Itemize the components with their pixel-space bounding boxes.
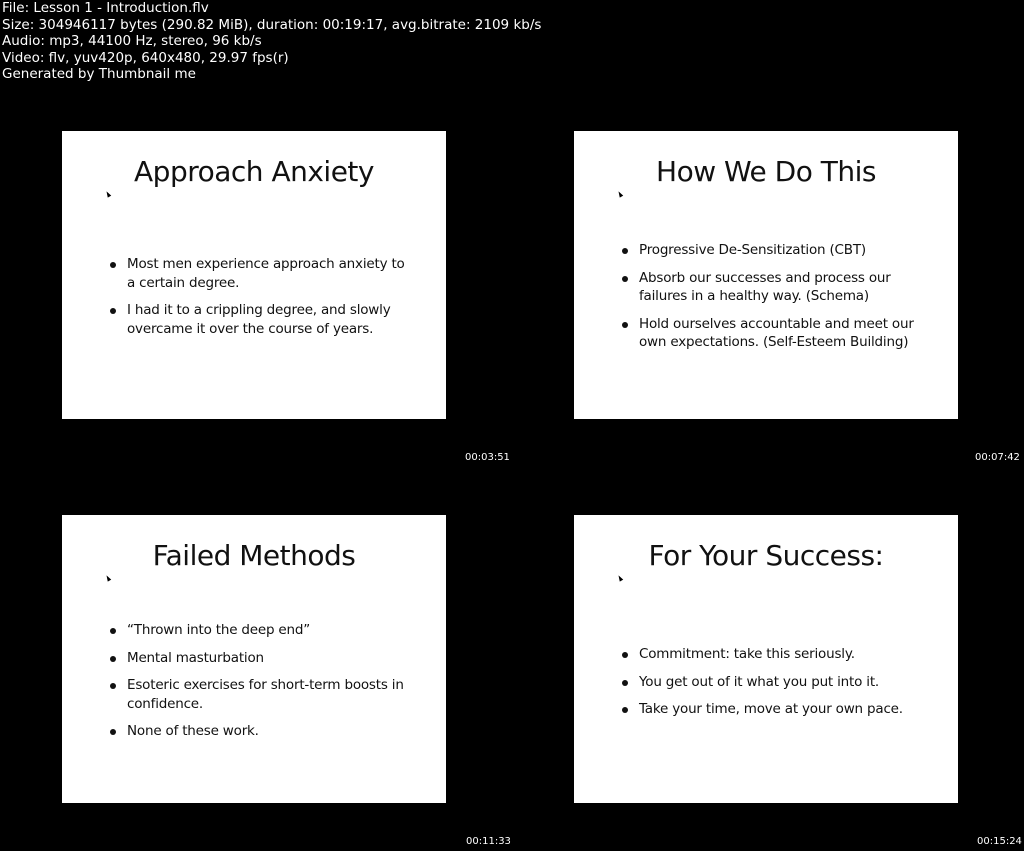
timestamp-3: 00:11:33 <box>466 836 511 847</box>
mouse-cursor-icon <box>617 574 623 581</box>
list-item <box>574 269 958 306</box>
thumbnail-slide-2 <box>574 131 958 419</box>
list-item <box>574 673 958 692</box>
bullet-icon <box>622 652 628 658</box>
timestamp-2: 00:07:42 <box>975 452 1020 463</box>
file-size-line: Size: 304946117 bytes (290.82 MiB), duration: 00:19:17, avg.bitrate: 2109 kb/s <box>2 16 542 33</box>
list-item <box>574 315 958 352</box>
bullet-icon <box>622 276 628 282</box>
list-item <box>574 645 958 664</box>
slide-title: Approach Anxiety <box>134 155 374 188</box>
bullet-text: “Thrown into the deep end” <box>127 622 311 638</box>
slide-title: How We Do This <box>656 155 876 188</box>
list-item <box>62 722 446 741</box>
bullet-icon <box>110 683 116 689</box>
bullet-icon <box>622 322 628 328</box>
slide-title: For Your Success: <box>648 539 884 572</box>
bullet-text: Progressive De-Sensitization (CBT) <box>639 242 866 258</box>
audio-info-line: Audio: mp3, 44100 Hz, stereo, 96 kb/s <box>2 33 262 49</box>
bullet-icon <box>622 707 628 713</box>
mouse-cursor-icon <box>617 190 623 197</box>
list-item <box>574 700 958 719</box>
bullet-icon <box>110 262 116 268</box>
timestamp-1: 00:03:51 <box>465 452 510 463</box>
video-info-line: Video: flv, yuv420p, 640x480, 29.97 fps(r) <box>2 49 289 66</box>
list-item <box>62 255 446 292</box>
bullet-text: Most men experience approach anxiety to a certain degree. <box>127 256 405 291</box>
mouse-cursor-icon <box>105 574 111 581</box>
bullet-list <box>62 255 446 347</box>
bullet-icon <box>110 308 116 314</box>
bullet-text: Take your time, move at your own pace. <box>639 701 903 717</box>
bullet-text: Esoteric exercises for short-term boosts in confidence. <box>127 677 404 712</box>
bullet-text: Commitment: take this seriously. <box>639 646 855 662</box>
bullet-text: Absorb our successes and process our failures in a healthy way. (Schema) <box>639 269 891 304</box>
thumbnail-slide-4 <box>574 515 958 803</box>
list-item <box>62 621 446 640</box>
file-info-header <box>2 0 541 83</box>
slide-title: Failed Methods <box>152 539 356 572</box>
bullet-text: You get out of it what you put into it. <box>639 673 880 690</box>
bullet-icon <box>110 729 116 735</box>
bullet-icon <box>622 680 628 686</box>
bullet-icon <box>110 628 116 634</box>
bullet-list <box>574 645 958 728</box>
generator-line: Generated by Thumbnail me <box>2 66 196 82</box>
bullet-icon <box>110 656 116 662</box>
list-item <box>62 301 446 338</box>
bullet-text: I had it to a crippling degree, and slowly overcame it over the course of years. <box>127 302 391 337</box>
mouse-cursor-icon <box>105 190 111 197</box>
bullet-text: Mental masturbation <box>127 649 264 666</box>
bullet-text: Hold ourselves accountable and meet our own expectations. (Self-Esteem Building) <box>639 315 914 350</box>
bullet-text: None of these work. <box>127 723 259 739</box>
list-item <box>62 649 446 668</box>
thumbnail-slide-1 <box>62 131 446 419</box>
timestamp-4: 00:15:24 <box>977 836 1022 847</box>
bullet-icon <box>622 248 628 254</box>
list-item <box>62 676 446 713</box>
thumbnail-slide-3 <box>62 515 446 803</box>
bullet-list <box>574 241 958 361</box>
list-item <box>574 241 958 260</box>
bullet-list <box>62 621 446 750</box>
file-name-line: File: Lesson 1 - Introduction.flv <box>2 0 209 16</box>
